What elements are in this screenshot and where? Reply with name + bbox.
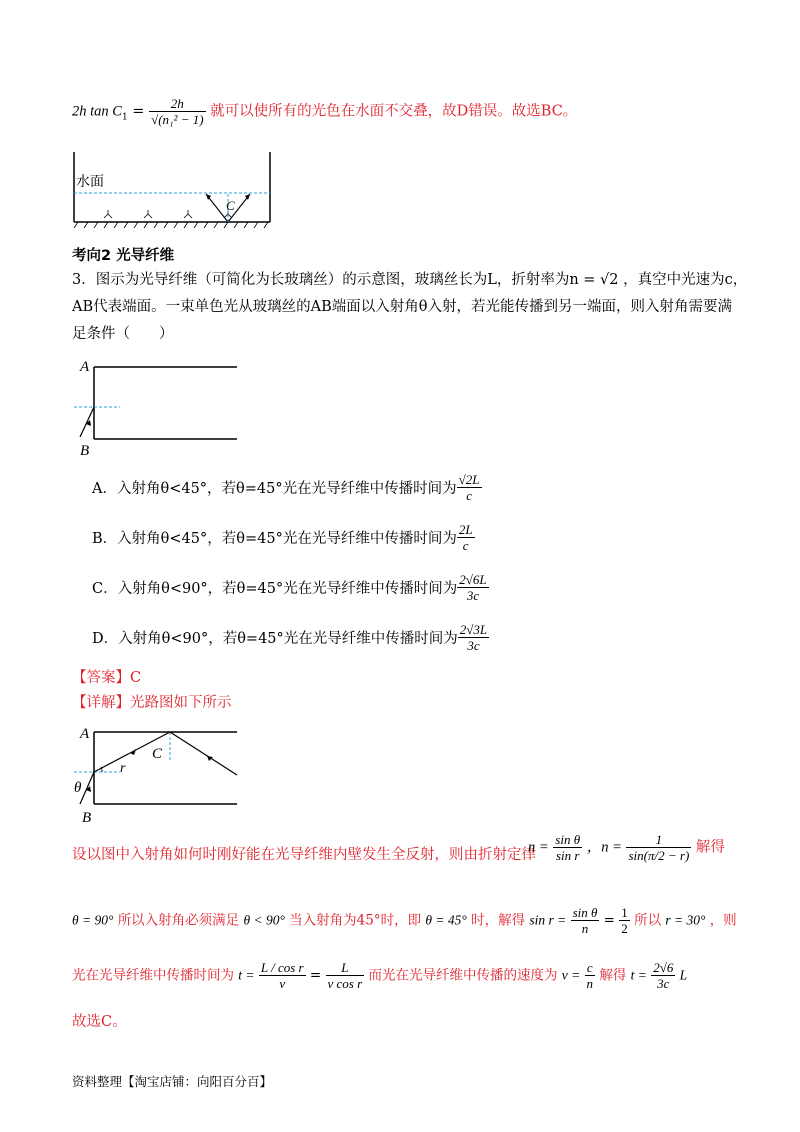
water-figure — [68, 150, 278, 230]
solve-text-1: 解得 — [695, 839, 725, 856]
top-line-text: 就可以使所有的光色在水面不交叠，故D错误。故选BC。 — [210, 103, 578, 120]
option-a-den: c — [466, 488, 472, 503]
sinr-den: n — [581, 921, 589, 936]
tr-num: 2√6 — [653, 960, 674, 975]
line2-d: 当入射角为45°时，即 — [289, 912, 422, 929]
path-label-b: B — [82, 810, 92, 825]
line3-v: v = — [561, 967, 581, 983]
solution-line-4: 故选C。 — [72, 1014, 127, 1030]
option-b-fraction — [457, 522, 475, 553]
option-b-num: 2L — [458, 522, 473, 537]
detail-line — [72, 693, 232, 713]
path-label-theta: θ — [74, 780, 82, 796]
half-fraction — [619, 905, 630, 936]
option-d-num: 2√3L — [459, 622, 488, 637]
angle-c-label: C — [226, 198, 235, 213]
water-label: 水面 — [76, 174, 104, 190]
solution-line-3 — [72, 960, 687, 991]
path-label-c: C — [152, 746, 163, 762]
half-num: 1 — [621, 905, 628, 920]
option-c-fraction — [457, 572, 488, 603]
detail-label: 【详解】 — [72, 695, 130, 711]
theta-45: θ = 45° — [425, 912, 467, 928]
top-formula-sub: 1 — [121, 112, 128, 123]
line2-h: 所以 — [634, 912, 662, 929]
option-c-text: C．入射角θ<90°，若θ=45°光在光导纤维中传播时间为 — [92, 581, 458, 597]
sinr-fraction — [571, 905, 600, 936]
t1-num: L / cos r — [260, 960, 304, 975]
sin-r: sin r = — [529, 912, 567, 928]
option-a-num: √2L — [458, 472, 480, 487]
line2-j: ，则 — [709, 912, 737, 929]
line3-c: 解得 — [599, 967, 627, 984]
t2-den: v cos r — [327, 976, 363, 991]
top-formula-fraction — [149, 96, 205, 127]
t-fraction-2 — [326, 960, 365, 991]
footer: 资料整理【淘宝店铺：向阳百分百】 — [72, 1074, 273, 1089]
answer-label: 【答案】 — [72, 670, 130, 686]
t-result-fraction — [651, 960, 675, 991]
solution-line-2 — [72, 905, 737, 936]
r-30: r = 30° — [665, 912, 706, 928]
answer-value: C — [130, 670, 142, 686]
option-a-fraction — [457, 472, 482, 503]
option-d-text: D．入射角θ<90°，若θ=45°光在光导纤维中传播时间为 — [92, 631, 458, 647]
top-formula-num: 2h — [149, 96, 205, 112]
path-label-r: r — [120, 761, 126, 776]
option-d[interactable] — [92, 622, 489, 653]
line3-b: 而光在光导纤维中传播的速度为 — [368, 967, 558, 984]
detail-text: 光路图如下所示 — [130, 695, 232, 711]
v-num: c — [585, 960, 596, 976]
line3-eq: = — [309, 967, 322, 984]
option-a-text: A．入射角θ<45°，若θ=45°光在光导纤维中传播时间为 — [92, 481, 457, 497]
question-line-2: AB代表端面。一束单色光从玻璃丝的AB端面以入射角θ入射，若光能传播到另一端面，则入射角需要满 — [72, 299, 732, 315]
f1-lhs: n = — [528, 839, 549, 856]
option-b[interactable] — [92, 522, 475, 553]
option-b-text: B．入射角θ<45°，若θ=45°光在光导纤维中传播时间为 — [92, 531, 457, 547]
option-b-den: c — [462, 538, 469, 553]
section-heading: 考向2 光导纤维 — [72, 248, 175, 264]
f1-fraction — [553, 832, 582, 863]
line3-a: 光在光导纤维中传播时间为 — [72, 967, 234, 984]
question-line-3: 足条件（ ） — [72, 326, 174, 342]
solution-line-1-text: 设以图中入射角如何时刚好能在光导纤维内壁发生全反射，则由折射定律 — [72, 847, 536, 863]
option-c-den: 3c — [466, 588, 480, 603]
line2-f: 时，解得 — [471, 912, 526, 929]
line3-t: t = — [238, 967, 255, 983]
f2-fraction — [626, 832, 691, 863]
half-den: 2 — [621, 921, 628, 936]
t2-num: L — [326, 960, 365, 976]
theta-90: θ = 90° — [72, 912, 114, 928]
light-path-figure — [72, 720, 242, 825]
top-line: 2h $\tan C_1$ = $\frac{2h}{\text{√(n₁² − 1)}}$ 就可以使所有的光色在水面不交叠，故D错误。故选BC。 — [72, 96, 578, 127]
path-label-a: A — [80, 726, 90, 742]
option-a[interactable] — [92, 472, 482, 503]
sinr-num: sin θ — [572, 905, 598, 920]
fiber-label-b: B — [80, 443, 90, 459]
top-formula-lhs: 2h tan C — [72, 103, 122, 120]
top-formula-den: √(n₁² − 1) — [151, 112, 204, 127]
t-fraction-1 — [259, 960, 306, 991]
option-d-den: 3c — [467, 638, 480, 653]
f1-den: sin r — [555, 848, 580, 863]
answer-line — [72, 668, 141, 688]
f2-num: 1 — [626, 832, 691, 848]
question-line-1: 3．图示为光导纤维（可简化为长玻璃丝）的示意图，玻璃丝长为L，折射率为n = √2 ，真空中光速为c， — [72, 272, 748, 288]
fiber-label-a: A — [80, 359, 90, 375]
fiber-figure — [72, 355, 242, 460]
t1-den: v — [279, 976, 286, 991]
tr-den: 3c — [657, 976, 670, 991]
f1-num: sin θ — [555, 832, 581, 847]
v-den: n — [586, 976, 594, 991]
solution-formula-1 — [528, 832, 725, 863]
line3-t2: t = — [630, 967, 647, 983]
v-fraction — [585, 960, 596, 991]
line2-eq: = — [603, 912, 615, 929]
option-c-num: 2√6L — [459, 572, 487, 587]
f2-den: sin(π/2 − r) — [628, 848, 690, 863]
line3-L: L — [679, 967, 688, 983]
f2-lhs: ，n = — [586, 839, 622, 856]
theta-lt-90: θ < 90° — [243, 912, 285, 928]
line2-b: 所以入射角必须满足 — [117, 912, 240, 929]
option-d-fraction — [458, 622, 489, 653]
option-c[interactable] — [92, 572, 489, 603]
